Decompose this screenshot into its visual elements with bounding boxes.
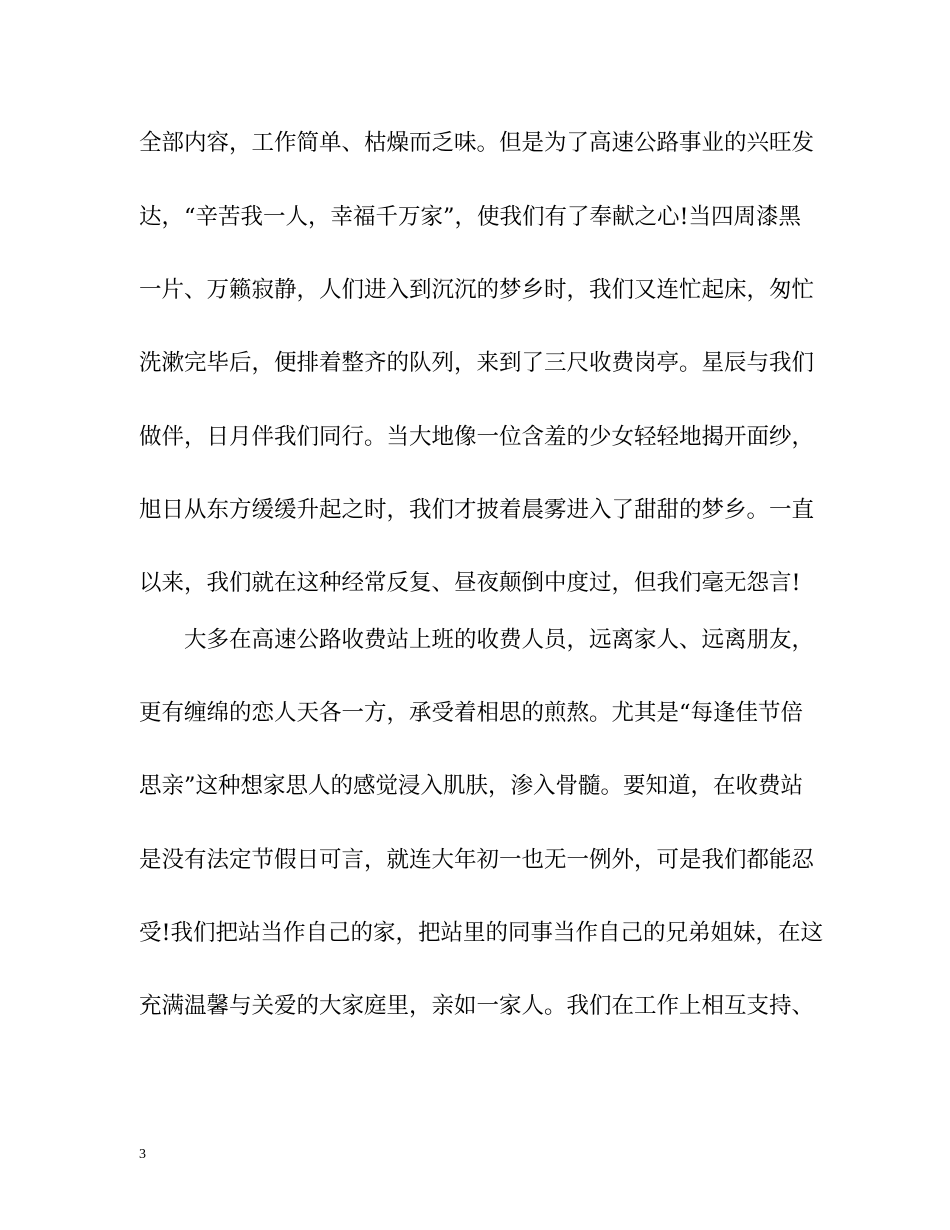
text-line: 充满温馨与关爱的大家庭里，亲如一家人。我们在工作上相互支持、 <box>139 993 815 1019</box>
text-line: 一片、万籁寂静，人们进入到沉沉的梦乡时，我们又连忙起床，匆忙 <box>139 277 815 303</box>
text-line: 达，“辛苦我一人，幸福千万家”，使我们有了奉献之心!当四周漆黑 <box>139 204 802 230</box>
text-line: 是没有法定节假日可言，就连大年初一也无一例外，可是我们都能忍 <box>139 847 815 873</box>
text-line: 更有缠绵的恋人天各一方，承受着相思的煎熬。尤其是“每逢佳节倍 <box>139 700 804 726</box>
text-line: 旭日从东方缓缓升起之时，我们才披着晨雾进入了甜甜的梦乡。一直 <box>139 497 815 523</box>
text-line: 洗漱完毕后，便排着整齐的队列，来到了三尺收费岗亭。星辰与我们 <box>139 350 815 376</box>
text-line: 全部内容，工作简单、枯燥而乏味。但是为了高速公路事业的兴旺发 <box>139 130 815 156</box>
text-line-paragraph-start: 大多在高速公路收费站上班的收费人员，远离家人、远离朋友， <box>184 627 815 653</box>
text-line: 受!我们把站当作自己的家，把站里的同事当作自己的兄弟姐妹，在这 <box>139 920 824 946</box>
text-line: 以来，我们就在这种经常反复、昼夜颠倒中度过，但我们毫无怨言! <box>139 570 801 596</box>
text-line: 做伴，日月伴我们同行。当大地像一位含羞的少女轻轻地揭开面纱， <box>139 424 815 450</box>
text-line: 思亲”这种想家思人的感觉浸入肌肤，渗入骨髓。要知道，在收费站 <box>139 773 804 799</box>
page-number: 3 <box>139 1147 146 1162</box>
